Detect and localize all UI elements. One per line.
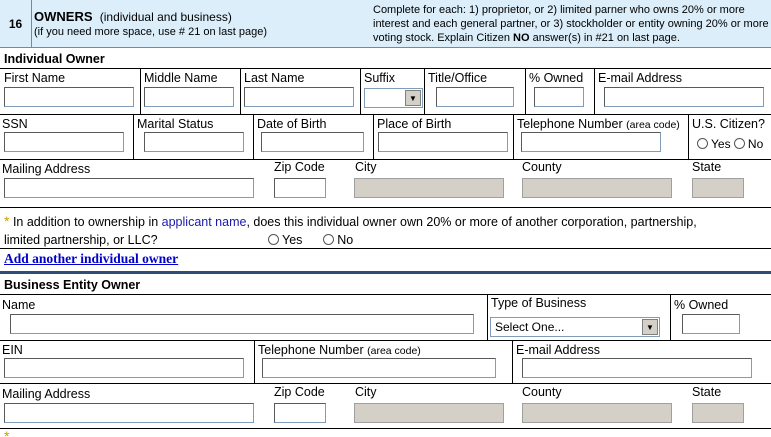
business-city-field[interactable]: [354, 403, 504, 423]
business-pct-owned-field[interactable]: [682, 314, 740, 334]
add-individual-owner-link[interactable]: Add another individual owner: [4, 251, 179, 266]
business-name-label: Name: [2, 298, 36, 312]
business-email-label: E-mail Address: [516, 343, 601, 357]
individual-state-field[interactable]: [692, 178, 744, 198]
individual-mailing-field[interactable]: [4, 178, 254, 198]
section-divider: [0, 271, 771, 274]
individual-phone-field[interactable]: [521, 132, 661, 152]
business-city-label: City: [355, 385, 377, 399]
pob-field[interactable]: [378, 132, 508, 152]
section-title: OWNERS (individual and business): [34, 9, 232, 24]
citizen-yes-radio[interactable]: [697, 138, 708, 149]
business-state-label: State: [692, 385, 722, 399]
individual-email-field[interactable]: [604, 87, 764, 107]
individual-owner-title: Individual Owner: [4, 52, 105, 66]
section-hint: (if you need more space, use # 21 on last page): [34, 26, 267, 38]
marital-status-label: Marital Status: [137, 117, 214, 131]
required-asterisk-icon: *: [4, 428, 10, 437]
ownership-no-radio[interactable]: [323, 234, 334, 245]
business-county-label: County: [522, 385, 562, 399]
business-pct-owned-label: % Owned: [674, 298, 729, 312]
individual-pct-owned-label: % Owned: [529, 71, 584, 85]
middle-name-label: Middle Name: [144, 71, 218, 85]
title-office-field[interactable]: [436, 87, 514, 107]
individual-zip-label: Zip Code: [274, 160, 325, 174]
pob-label: Place of Birth: [377, 117, 452, 131]
ownership-question-line2: limited partnership, or LLC?: [4, 233, 158, 247]
suffix-select[interactable]: [364, 88, 423, 108]
first-name-label: First Name: [4, 71, 66, 85]
dob-label: Date of Birth: [257, 117, 327, 131]
citizen-no-radio[interactable]: [734, 138, 745, 149]
chevron-down-icon: ▼: [405, 90, 421, 106]
ssn-label: SSN: [2, 117, 28, 131]
individual-state-label: State: [692, 160, 722, 174]
individual-email-label: E-mail Address: [598, 71, 683, 85]
business-phone-field[interactable]: [262, 358, 496, 378]
ownership-question: * In addition to ownership in applicant name, does this individual owner own 20% or more of another corporation, partnership,: [4, 213, 697, 229]
individual-city-field[interactable]: [354, 178, 504, 198]
business-county-field[interactable]: [522, 403, 672, 423]
individual-county-field[interactable]: [522, 178, 672, 198]
required-asterisk-icon: *: [4, 213, 10, 229]
business-mailing-field[interactable]: [4, 403, 254, 423]
ownership-radios: Yes No: [268, 233, 353, 247]
individual-mailing-label: Mailing Address: [2, 162, 91, 176]
individual-phone-label: Telephone Number (area code): [517, 117, 680, 131]
first-name-field[interactable]: [4, 87, 134, 107]
section-number: 16: [0, 0, 32, 48]
marital-status-field[interactable]: [144, 132, 244, 152]
ssn-field[interactable]: [4, 132, 124, 152]
middle-name-field[interactable]: [144, 87, 234, 107]
business-owner-title: Business Entity Owner: [4, 278, 141, 292]
individual-county-label: County: [522, 160, 562, 174]
last-name-field[interactable]: [244, 87, 354, 107]
business-email-field[interactable]: [522, 358, 752, 378]
business-name-field[interactable]: [10, 314, 474, 334]
suffix-label: Suffix: [364, 71, 396, 85]
chevron-down-icon: ▼: [642, 319, 658, 335]
title-office-label: Title/Office: [428, 71, 488, 85]
business-phone-label: Telephone Number (area code): [258, 343, 421, 357]
individual-pct-owned-field[interactable]: [534, 87, 584, 107]
business-type-label: Type of Business: [491, 296, 587, 310]
business-zip-label: Zip Code: [274, 385, 325, 399]
citizen-label: U.S. Citizen?: [692, 117, 765, 131]
last-name-label: Last Name: [244, 71, 305, 85]
business-mailing-label: Mailing Address: [2, 387, 91, 401]
citizen-radios: Yes No: [697, 137, 763, 151]
ein-field[interactable]: [4, 358, 244, 378]
business-state-field[interactable]: [692, 403, 744, 423]
business-type-select[interactable]: Select One... ▼: [490, 317, 660, 337]
dob-field[interactable]: [261, 132, 364, 152]
ein-label: EIN: [2, 343, 23, 357]
section-instructions: Complete for each: 1) proprietor, or 2) limited parner who owns 20% or more interest and each general partner, or 3) stockholder or entity owning 20% or more voting stock. Explain Citizen NO answer(s) in #21 on last page.: [373, 4, 769, 44]
individual-zip-field[interactable]: [274, 178, 326, 198]
ownership-yes-radio[interactable]: [268, 234, 279, 245]
individual-city-label: City: [355, 160, 377, 174]
business-zip-field[interactable]: [274, 403, 326, 423]
